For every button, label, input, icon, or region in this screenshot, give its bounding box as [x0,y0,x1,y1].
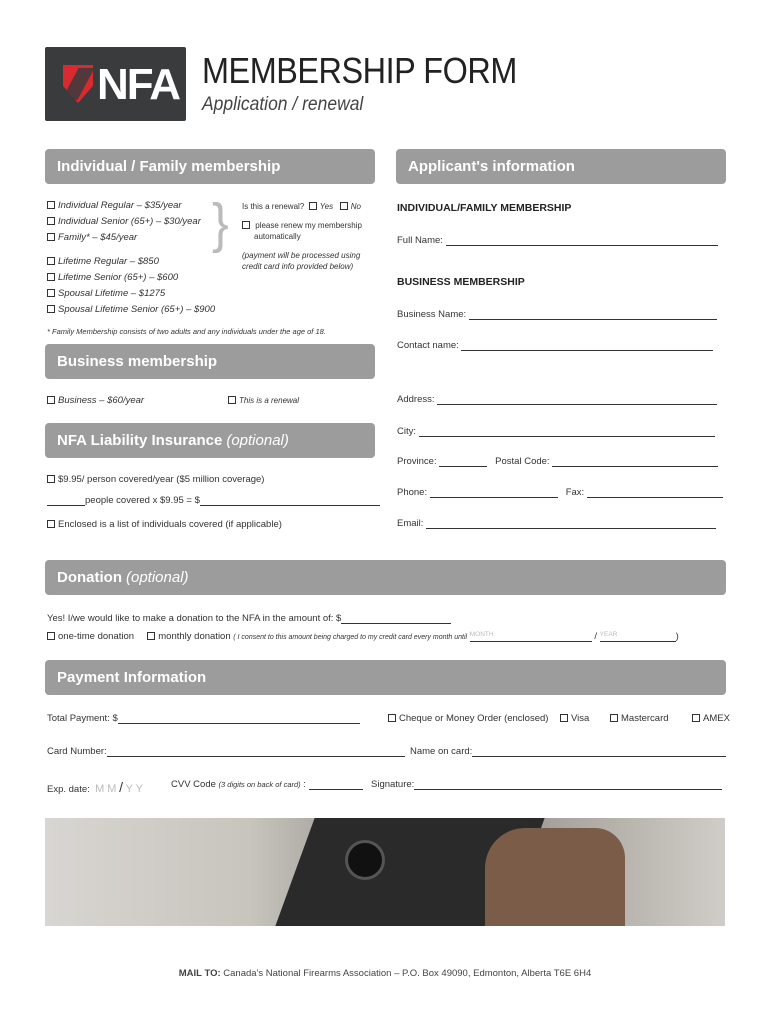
checkbox[interactable] [47,520,55,528]
family-footnote: * Family Membership consists of two adults and any individuals under the age of 18. [47,327,326,336]
signature-label: Signature: [371,779,415,790]
cheque-label: Cheque or Money Order (enclosed) [399,713,549,724]
monthly-label: monthly donation [158,631,231,642]
renewal-yes-label: Yes [319,202,334,211]
insurance-section-header [45,423,375,458]
card-number-field[interactable] [107,748,405,757]
auto-renew-note-1: (payment will be processed using [242,251,361,260]
applicant-section-header [396,149,726,184]
insurance-heading: NFA Liability Insurance [57,432,223,449]
cheque-option[interactable] [388,713,548,724]
address-label: Address: [397,394,435,405]
checkbox[interactable] [388,714,396,722]
auto-renew-label: please renew my membership [255,221,362,230]
contact-name-row [397,340,713,351]
total-payment-field[interactable] [118,715,360,724]
renewal-yes-checkbox[interactable] [309,202,317,210]
cvv-row [171,779,363,790]
business-membership-heading: BUSINESS MEMBERSHIP [397,276,525,288]
donation-heading: Donation [57,569,122,586]
checkbox[interactable] [47,257,55,265]
auto-renew-label-2: automatically [254,232,301,241]
option-label: Individual Regular – $35/year [58,200,182,211]
province-row [397,456,718,467]
insurance-option[interactable] [47,474,264,485]
checkbox[interactable] [47,396,55,404]
applicant-heading: Applicant's information [408,158,575,175]
option-label: Business – $60/year [58,395,145,406]
mail-to-address: Canada's National Firearms Association – P.O. Box 49090, Edmonton, Alberta T6E 6H4 [223,968,592,979]
checkbox[interactable] [228,396,236,404]
people-line-label: people covered x $9.95 = $ [85,495,200,506]
total-payment-label: Total Payment: $ [47,713,118,724]
full-name-field[interactable] [446,237,718,246]
exp-month-field[interactable]: M M [95,783,117,795]
address-field[interactable] [437,396,717,405]
address-row [397,394,717,405]
full-name-label: Full Name: [397,235,443,246]
payment-heading: Payment Information [57,669,207,686]
business-heading: Business membership [57,353,218,370]
name-on-card-row [410,746,726,757]
cvv-colon: : [303,779,306,790]
month-placeholder: MONTH [469,631,494,638]
option-label: Individual Senior (65+) – $30/year [58,216,201,227]
contact-name-label: Contact name: [397,340,459,351]
fax-label: Fax: [565,487,585,498]
business-section-header [45,344,375,379]
name-on-card-field[interactable] [472,748,726,757]
individual-family-heading: INDIVIDUAL/FAMILY MEMBERSHIP [397,202,572,214]
option-individual-senior[interactable] [47,216,201,227]
email-label: Email: [397,518,424,529]
card-number-row [47,746,405,757]
option-label: Spousal Lifetime – $1275 [58,288,166,299]
renewal-no-checkbox[interactable] [340,202,348,210]
exp-date-row [47,779,143,795]
one-time-label: one-time donation [58,631,135,642]
postal-code-label: Postal Code: [495,456,550,467]
donation-section-header [45,560,726,595]
individual-heading: Individual / Family membership [57,158,281,175]
cvv-note: (3 digits on back of card) [218,780,301,789]
year-placeholder: YEAR [599,631,618,638]
option-label: Lifetime Senior (65+) – $600 [58,272,179,283]
option-business[interactable] [47,395,144,406]
insurance-optional: (optional) [226,432,289,449]
logo-text: NFA [97,60,179,109]
option-spousal-lifetime-senior[interactable] [47,304,215,315]
insurance-option-label: $9.95/ person covered/year ($5 million coverage) [58,474,265,485]
mailing-footer [0,968,770,979]
auto-renew-note-2: credit card info provided below) [242,262,354,271]
people-count-field[interactable] [47,497,85,506]
postal-code-field[interactable] [552,458,718,467]
business-renewal-label: This is a renewal [239,396,300,405]
city-row [397,426,715,437]
insurance-enclosed-option[interactable] [47,519,282,530]
option-spousal-lifetime[interactable] [47,288,165,299]
insurance-enclosed-label: Enclosed is a list of individuals covered (if applicable) [58,519,282,530]
phone-field[interactable] [430,489,558,498]
brace-decoration: } [212,192,229,254]
donation-optional: (optional) [126,569,189,586]
signature-row [371,779,722,790]
business-renewal-option[interactable] [228,396,299,405]
year-field[interactable] [600,631,676,642]
province-field[interactable] [439,458,487,467]
full-name-row [397,235,718,246]
checkbox[interactable] [47,475,55,483]
business-name-field[interactable] [469,311,717,320]
phone-row [397,487,723,498]
checkbox[interactable] [47,273,55,281]
option-label: Lifetime Regular – $850 [58,256,159,267]
one-time-checkbox[interactable] [47,632,55,640]
checkbox[interactable] [560,714,568,722]
monthly-checkbox[interactable] [147,632,155,640]
page-title: MEMBERSHIP FORM [202,50,517,91]
renewal-question: Is this a renewal? [242,202,305,211]
donation-amount-row [47,613,451,624]
amex-option[interactable] [692,713,730,724]
auto-renew-option[interactable] [242,221,362,230]
mail-to-label: MAIL TO: [178,968,221,979]
exp-year-field[interactable]: Y Y [125,783,143,795]
photo-scope [345,840,385,880]
business-name-label: Business Name: [397,309,467,320]
renewal-question-row [242,202,361,211]
cvv-label: CVV Code [171,779,216,790]
city-label: City: [397,426,416,437]
checkbox[interactable] [610,714,618,722]
business-name-row [397,309,717,320]
exp-separator: / [119,779,123,795]
name-on-card-label: Name on card: [410,746,473,757]
checkbox[interactable] [47,217,55,225]
contact-name-field[interactable] [461,342,713,351]
insurance-people-row [47,495,380,506]
checkbox[interactable] [47,201,55,209]
card-number-label: Card Number: [47,746,107,757]
visa-label: Visa [571,713,590,724]
consent-close: ) [675,631,679,642]
page-subtitle: Application / renewal [202,94,364,115]
month-field[interactable] [470,631,592,642]
firearm-photo [45,818,725,926]
total-payment-row [47,713,360,724]
amex-label: AMEX [703,713,730,724]
province-label: Province: [397,456,437,467]
city-field[interactable] [419,428,715,437]
donation-frequency-row: one-time donation monthly donation ( I consent to this amount being charged to my credit card every month until MONTH / YEAR ) [47,631,679,642]
mastercard-label: Mastercard [621,713,669,724]
shield-icon [63,65,93,103]
option-lifetime-regular[interactable] [47,256,159,267]
monthly-consent: ( I consent to this amount being charged to my credit card every month until [233,634,468,641]
auto-renew-checkbox[interactable] [242,221,250,229]
fax-field[interactable] [587,489,723,498]
option-individual-regular[interactable] [47,200,182,211]
option-lifetime-senior[interactable] [47,272,178,283]
insurance-total-field[interactable] [200,497,380,506]
individual-section-header [45,149,375,184]
payment-section-header [45,660,726,695]
phone-label: Phone: [397,487,428,498]
photo-hand [485,828,625,926]
nfa-logo [45,47,186,121]
renewal-no-label: No [350,202,361,211]
option-family[interactable] [47,232,137,243]
checkbox[interactable] [47,233,55,241]
email-row [397,518,716,529]
donation-text: Yes! I/we would like to make a donation to the NFA in the amount of: $ [47,613,342,624]
checkbox[interactable] [47,305,55,313]
donation-amount-field[interactable] [341,615,451,624]
checkbox[interactable] [47,289,55,297]
email-field[interactable] [426,520,716,529]
signature-field[interactable] [414,781,722,790]
exp-date-label: Exp. date: [47,784,90,795]
option-label: Spousal Lifetime Senior (65+) – $900 [58,304,216,315]
mastercard-option[interactable] [610,713,669,724]
cvv-field[interactable] [309,781,363,790]
option-label: Family* – $45/year [58,232,138,243]
checkbox[interactable] [692,714,700,722]
visa-option[interactable] [560,713,589,724]
